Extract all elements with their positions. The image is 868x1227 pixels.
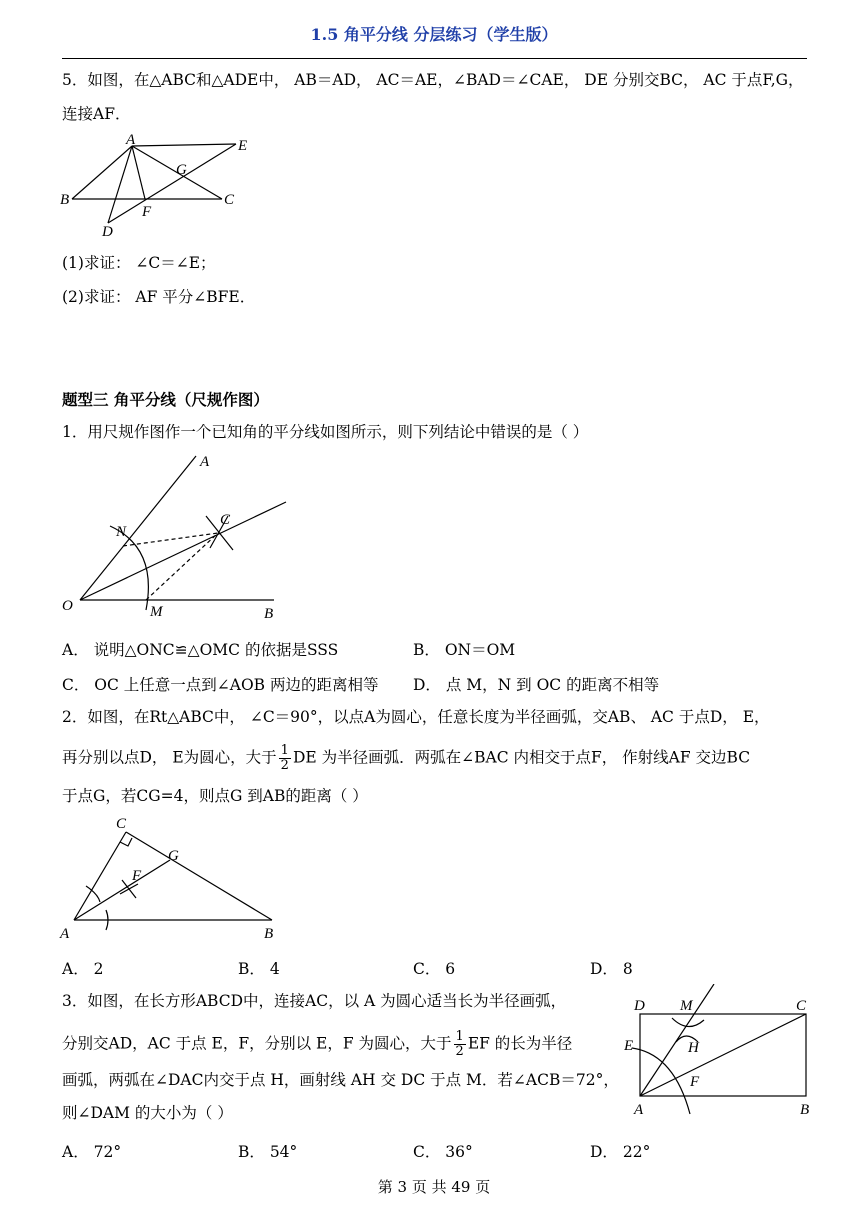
point-label-G: G — [168, 848, 179, 864]
s3-fraction: $\frac{1}{2}$ — [455, 1029, 464, 1059]
segment-AB — [72, 146, 132, 199]
s2-option-a: A． 2 — [62, 960, 104, 978]
diagonal-AC — [640, 1014, 806, 1096]
s3-stem-line3: 画弧，两弧在∠DAC内交于点 H，画射线 AH 交 DC 于点 M．若∠ACB＝72°， — [62, 1071, 619, 1089]
page-header-title: 1.5 角平分线 分层练习（学生版） — [310, 25, 558, 44]
s3-option-c: C． 36° — [413, 1143, 473, 1161]
segment-AC — [74, 832, 126, 920]
s3-line2-part-b: EF 的长为半径 — [467, 1034, 573, 1053]
point-label-C: C — [116, 816, 127, 832]
s3-figure — [624, 984, 820, 1120]
s3-stem-line4: 则∠DAM 的大小为（ ） — [62, 1104, 233, 1122]
q5-stem-line1: 5．如图，在△ABC和△ADE中， AB＝AD， AC＝AE，∠BAD＝∠CAE， DE 分别交BC， AC 于点F,G， — [62, 71, 804, 89]
ray-OC — [80, 502, 286, 600]
segment-CB — [126, 832, 272, 920]
section-title: 题型三 角平分线（尺规作图） — [62, 390, 269, 409]
point-label-C: C — [220, 512, 231, 528]
s1-option-c: C． OC 上任意一点到∠AOB 两边的距离相等 — [62, 676, 379, 694]
point-label-A: A — [60, 926, 70, 942]
s2-line2-part-b: DE 为半径画弧．两弧在∠BAC 内相交于点F， 作射线AF 交边BC — [292, 748, 751, 767]
s2-line2-part-a: 再分别以点D， E为圆心，大于 — [62, 748, 277, 767]
point-label-G: G — [176, 162, 187, 178]
q5-figure — [58, 132, 258, 242]
point-label-N: N — [116, 524, 127, 540]
ray-OA — [80, 456, 196, 600]
point-label-M: M — [150, 604, 163, 620]
point-label-D: D — [102, 224, 113, 240]
point-label-O: O — [62, 598, 73, 614]
s2-option-c: C． 6 — [413, 960, 456, 978]
s2-stem-line1: 2．如图，在Rt△ABC中， ∠C＝90°，以点A为圆心，任意长度为半径画弧，交AB、 AC 于点D， E， — [62, 708, 770, 726]
s2-stem-line3: 于点G，若CG=4，则点G 到AB的距离（ ） — [62, 787, 368, 805]
point-label-A: A — [200, 454, 210, 470]
q5-part2: (2)求证： AF 平分∠BFE． — [62, 288, 256, 306]
point-label-C: C — [796, 998, 807, 1014]
segment-AE — [132, 144, 236, 146]
q5-stem-line2: 连接AF． — [62, 105, 131, 123]
point-label-F: F — [690, 1074, 700, 1090]
ray-AG — [74, 860, 170, 920]
point-label-A: A — [634, 1102, 644, 1118]
point-label-C: C — [224, 192, 235, 208]
point-label-B: B — [60, 192, 70, 208]
point-label-F: F — [132, 868, 142, 884]
point-label-D: D — [634, 998, 645, 1014]
page-footer: 第 3 页 共 49 页 — [377, 1178, 491, 1196]
segment-AD — [108, 146, 132, 223]
s3-option-b: B． 54° — [238, 1143, 298, 1161]
header-divider — [62, 58, 807, 59]
s2-option-b: B． 4 — [238, 960, 280, 978]
point-label-A: A — [126, 132, 136, 148]
s3-line2-part-a: 分别交AD，AC 于点 E，F，分别以 E，F 为圆心，大于 — [62, 1034, 452, 1053]
segment-NC — [123, 533, 218, 546]
point-label-B: B — [264, 926, 274, 942]
segment-AF — [132, 146, 145, 199]
s3-stem-line2 — [62, 1030, 572, 1059]
s3-stem-line1: 3．如图，在长方形ABCD中，连接AC，以 A 为圆心适当长为半径画弧， — [62, 992, 567, 1010]
segment-MC — [146, 533, 218, 600]
point-label-M: M — [680, 998, 693, 1014]
point-label-B: B — [800, 1102, 810, 1118]
point-label-H: H — [688, 1040, 699, 1056]
point-label-E: E — [624, 1038, 634, 1054]
point-label-F: F — [142, 204, 152, 220]
s1-figure — [58, 448, 298, 628]
s2-fraction: $\frac{1}{2}$ — [280, 743, 289, 773]
q5-part1: (1)求证： ∠C＝∠E； — [62, 254, 216, 272]
s1-option-b: B． ON＝OM — [413, 641, 516, 659]
s2-stem-line2 — [62, 744, 750, 773]
s1-option-d: D． 点 M，N 到 OC 的距离不相等 — [413, 676, 660, 694]
s2-option-d: D． 8 — [590, 960, 633, 978]
s3-option-a: A． 72° — [62, 1143, 122, 1161]
segment-DE — [108, 144, 236, 223]
s2-figure — [58, 814, 288, 944]
s3-option-d: D． 22° — [590, 1143, 651, 1161]
s1-stem: 1．用尺规作图作一个已知角的平分线如图所示，则下列结论中错误的是（ ） — [62, 423, 589, 441]
point-label-E: E — [238, 138, 248, 154]
point-label-B: B — [264, 606, 274, 622]
s1-option-a: A． 说明△ONC≌△OMC 的依据是SSS — [62, 641, 339, 659]
